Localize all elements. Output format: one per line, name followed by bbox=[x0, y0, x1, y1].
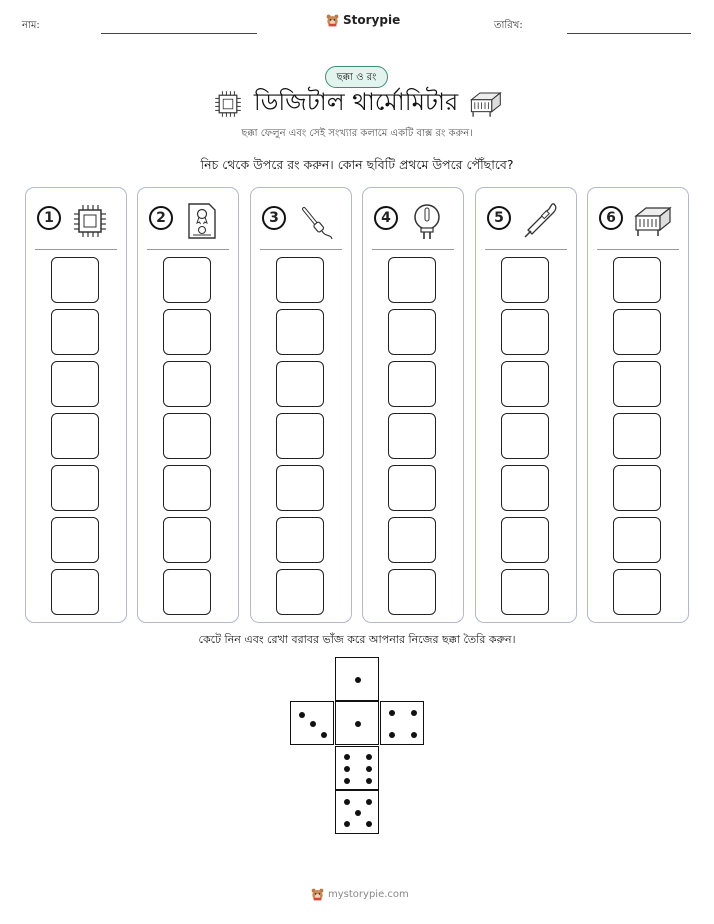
dice-face-1 bbox=[335, 657, 379, 701]
color-box[interactable] bbox=[51, 413, 99, 459]
column-number: 3 bbox=[262, 206, 286, 230]
dice-pip bbox=[411, 710, 417, 716]
color-box[interactable] bbox=[501, 465, 549, 511]
circuit-board-icon bbox=[632, 201, 672, 241]
column-number: 6 bbox=[599, 206, 623, 230]
color-box[interactable] bbox=[613, 465, 661, 511]
color-box[interactable] bbox=[163, 257, 211, 303]
dice-pip bbox=[366, 799, 372, 805]
color-box[interactable] bbox=[501, 517, 549, 563]
color-box[interactable] bbox=[51, 257, 99, 303]
name-label: নাম: bbox=[22, 20, 40, 31]
dice-face-3 bbox=[290, 701, 334, 745]
color-box[interactable] bbox=[276, 361, 324, 407]
bear-icon bbox=[311, 888, 324, 901]
column-divider bbox=[147, 249, 229, 250]
color-box[interactable] bbox=[163, 413, 211, 459]
dice-pip bbox=[389, 732, 395, 738]
dice-face-1 bbox=[335, 701, 379, 745]
race-column-1 bbox=[25, 187, 127, 623]
color-box[interactable] bbox=[276, 569, 324, 615]
dice-pip bbox=[411, 732, 417, 738]
color-box[interactable] bbox=[501, 361, 549, 407]
color-box[interactable] bbox=[276, 309, 324, 355]
color-box[interactable] bbox=[51, 361, 99, 407]
color-box[interactable] bbox=[388, 569, 436, 615]
color-box[interactable] bbox=[163, 465, 211, 511]
dice-pip bbox=[299, 712, 305, 718]
color-box[interactable] bbox=[613, 257, 661, 303]
color-box[interactable] bbox=[51, 309, 99, 355]
certificate-icon bbox=[182, 201, 222, 241]
dice-pip bbox=[344, 754, 350, 760]
color-box[interactable] bbox=[51, 517, 99, 563]
dice-face-5 bbox=[335, 790, 379, 834]
color-box[interactable] bbox=[613, 361, 661, 407]
color-box[interactable] bbox=[276, 413, 324, 459]
color-box[interactable] bbox=[613, 309, 661, 355]
color-box[interactable] bbox=[613, 517, 661, 563]
color-box[interactable] bbox=[51, 465, 99, 511]
category-tag: ছক্কা ও রং bbox=[325, 66, 388, 88]
circuit-board-icon bbox=[468, 89, 502, 119]
footer bbox=[311, 888, 409, 901]
race-column-5 bbox=[475, 187, 577, 623]
dice-pip bbox=[389, 710, 395, 716]
color-box[interactable] bbox=[388, 465, 436, 511]
color-box[interactable] bbox=[276, 517, 324, 563]
date-label: তারিখ: bbox=[494, 20, 523, 31]
dice-pip bbox=[310, 721, 316, 727]
dice-pip bbox=[366, 821, 372, 827]
color-box[interactable] bbox=[276, 257, 324, 303]
instruction: নিচ থেকে উপরে রং করুন। কোন ছবিটি প্রথমে উপরে পৌঁছাবে? bbox=[200, 157, 514, 172]
color-box[interactable] bbox=[388, 309, 436, 355]
column-divider bbox=[372, 249, 454, 250]
name-line[interactable] bbox=[101, 33, 257, 34]
page-title: ডিজিটাল থার্মোমিটার bbox=[253, 88, 459, 116]
dice-face-6 bbox=[335, 746, 379, 790]
dice-face-4 bbox=[380, 701, 424, 745]
color-box[interactable] bbox=[388, 257, 436, 303]
color-box[interactable] bbox=[51, 569, 99, 615]
color-box[interactable] bbox=[163, 569, 211, 615]
dice-pip bbox=[344, 766, 350, 772]
column-number: 1 bbox=[37, 206, 61, 230]
color-box[interactable] bbox=[163, 309, 211, 355]
race-column-4 bbox=[362, 187, 464, 623]
column-divider bbox=[260, 249, 342, 250]
dice-pip bbox=[321, 732, 327, 738]
color-box[interactable] bbox=[163, 361, 211, 407]
column-number: 2 bbox=[149, 206, 173, 230]
dice-pip bbox=[366, 766, 372, 772]
column-divider bbox=[597, 249, 679, 250]
footer-url: mystorypie.com bbox=[328, 889, 409, 900]
color-box[interactable] bbox=[501, 257, 549, 303]
dice-pip bbox=[344, 821, 350, 827]
date-line[interactable] bbox=[567, 33, 691, 34]
race-column-6 bbox=[587, 187, 689, 623]
color-box[interactable] bbox=[388, 413, 436, 459]
thermostat-sensor-icon bbox=[407, 201, 447, 241]
column-divider bbox=[485, 249, 567, 250]
dice-pip bbox=[355, 677, 361, 683]
color-box[interactable] bbox=[501, 309, 549, 355]
dice-pip bbox=[366, 754, 372, 760]
color-box[interactable] bbox=[613, 569, 661, 615]
digital-thermometer-icon bbox=[520, 201, 560, 241]
race-column-3 bbox=[250, 187, 352, 623]
temperature-probe-icon bbox=[295, 201, 335, 241]
subtitle: ছক্কা ফেলুন এবং সেই সংখ্যার কলামে একটি বাক্স রং করুন। bbox=[241, 128, 473, 139]
dice-pip bbox=[344, 778, 350, 784]
dice-pip bbox=[344, 799, 350, 805]
dice-pip bbox=[355, 810, 361, 816]
dice-instruction: কেটে নিন এবং রেখা বরাবর ভাঁজ করে আপনার নিজের ছক্কা তৈরি করুন। bbox=[198, 633, 516, 646]
microchip-icon bbox=[212, 88, 244, 120]
color-box[interactable] bbox=[388, 361, 436, 407]
dice-pip bbox=[355, 721, 361, 727]
color-box[interactable] bbox=[501, 413, 549, 459]
column-number: 5 bbox=[487, 206, 511, 230]
title-row bbox=[0, 84, 714, 124]
brand-logo bbox=[326, 13, 400, 27]
color-box[interactable] bbox=[388, 517, 436, 563]
color-box[interactable] bbox=[276, 465, 324, 511]
color-box[interactable] bbox=[501, 569, 549, 615]
color-box[interactable] bbox=[613, 413, 661, 459]
color-box[interactable] bbox=[163, 517, 211, 563]
race-column-2 bbox=[137, 187, 239, 623]
bear-icon bbox=[326, 14, 339, 27]
column-divider bbox=[35, 249, 117, 250]
column-number: 4 bbox=[374, 206, 398, 230]
dice-pip bbox=[366, 778, 372, 784]
microchip-icon bbox=[70, 201, 110, 241]
brand-name: Storypie bbox=[343, 13, 401, 27]
